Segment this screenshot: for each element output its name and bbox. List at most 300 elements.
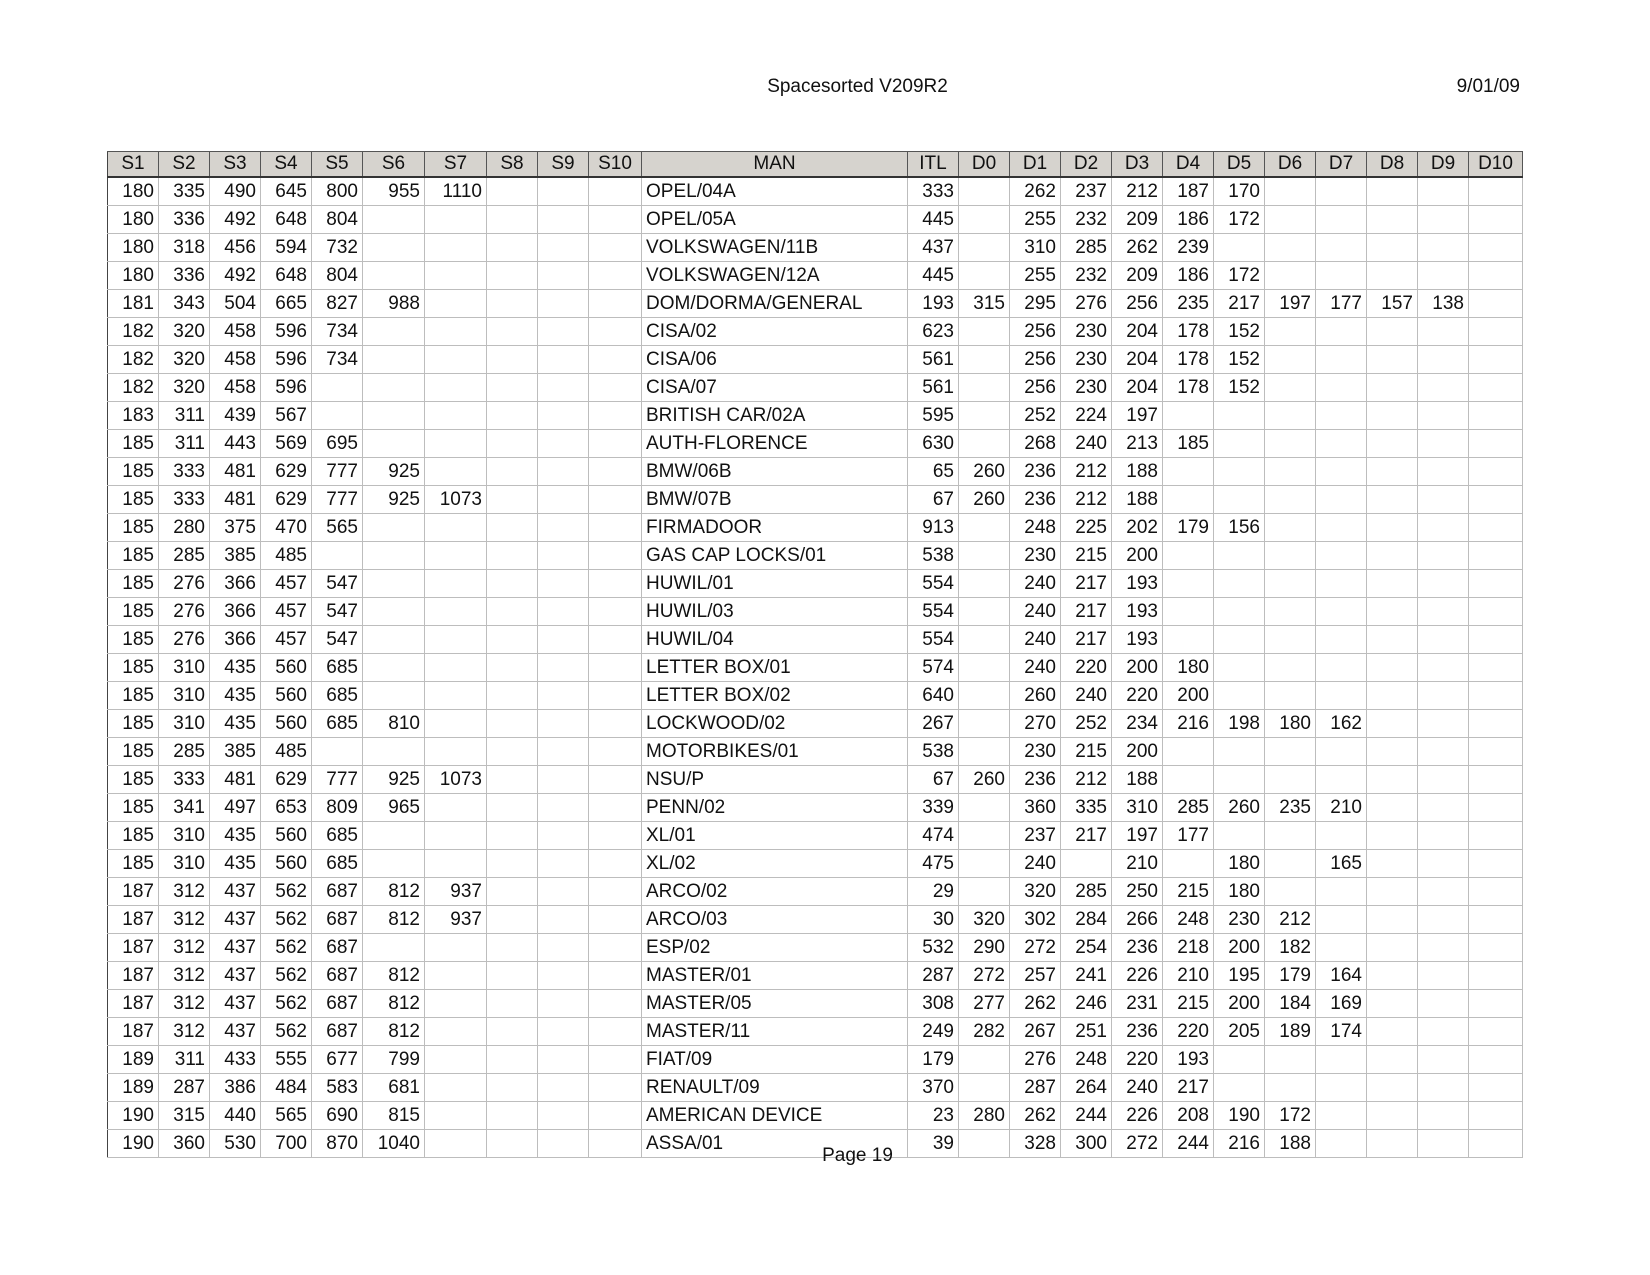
table-cell: 435	[210, 654, 261, 682]
table-cell: ARCO/03	[642, 906, 908, 934]
table-cell: 216	[1163, 710, 1214, 738]
table-row	[108, 290, 1523, 318]
table-cell	[959, 542, 1010, 570]
table-cell: 280	[959, 1102, 1010, 1130]
column-header-s5: S5	[312, 152, 363, 178]
table-cell: 256	[1112, 290, 1163, 318]
table-cell	[1214, 682, 1265, 710]
table-cell	[1316, 177, 1367, 206]
column-header-s3: S3	[210, 152, 261, 178]
table-cell: 437	[210, 934, 261, 962]
table-cell	[1214, 458, 1265, 486]
table-cell: 445	[908, 262, 959, 290]
table-cell	[425, 682, 487, 710]
table-cell	[1469, 262, 1523, 290]
table-cell: 187	[108, 990, 159, 1018]
table-cell: 433	[210, 1046, 261, 1074]
table-cell	[1469, 514, 1523, 542]
column-header-s1: S1	[108, 152, 159, 178]
table-row	[108, 177, 1523, 206]
table-cell	[538, 598, 589, 626]
table-cell: 435	[210, 822, 261, 850]
table-cell: 648	[261, 262, 312, 290]
spacing-table	[107, 151, 1523, 1158]
table-cell: 827	[312, 290, 363, 318]
table-cell: 458	[210, 318, 261, 346]
table-cell	[487, 710, 538, 738]
table-cell: 596	[261, 374, 312, 402]
table-cell: 457	[261, 570, 312, 598]
table-cell	[487, 766, 538, 794]
table-cell: 224	[1061, 402, 1112, 430]
table-cell	[363, 626, 425, 654]
table-row	[108, 654, 1523, 682]
table-cell: 685	[312, 850, 363, 878]
table-cell: 256	[1010, 374, 1061, 402]
table-cell: 343	[159, 290, 210, 318]
table-cell: 156	[1214, 514, 1265, 542]
table-cell: 240	[1112, 1074, 1163, 1102]
table-cell: 200	[1214, 990, 1265, 1018]
table-cell	[487, 514, 538, 542]
table-cell	[589, 486, 642, 514]
table-cell: 268	[1010, 430, 1061, 458]
table-cell: 287	[908, 962, 959, 990]
table-cell	[363, 822, 425, 850]
table-cell: 300	[1061, 1130, 1112, 1158]
table-cell: 187	[108, 962, 159, 990]
table-cell	[959, 234, 1010, 262]
table-cell	[1163, 850, 1214, 878]
table-cell	[1214, 654, 1265, 682]
table-cell: 435	[210, 850, 261, 878]
table-cell: 734	[312, 318, 363, 346]
table-cell: 386	[210, 1074, 261, 1102]
column-header-itl: ITL	[908, 152, 959, 178]
table-cell: 285	[159, 738, 210, 766]
table-cell: PENN/02	[642, 794, 908, 822]
table-cell	[487, 626, 538, 654]
table-cell	[425, 962, 487, 990]
table-cell	[425, 514, 487, 542]
table-cell	[1418, 262, 1469, 290]
table-cell: 200	[1163, 682, 1214, 710]
table-cell	[425, 598, 487, 626]
column-header-d8: D8	[1367, 152, 1418, 178]
table-cell	[1469, 934, 1523, 962]
table-cell: 530	[210, 1130, 261, 1158]
table-cell	[1418, 206, 1469, 234]
table-cell	[1418, 570, 1469, 598]
table-cell	[1316, 1074, 1367, 1102]
table-cell: 437	[210, 962, 261, 990]
table-cell: 185	[108, 598, 159, 626]
table-cell	[1316, 598, 1367, 626]
table-cell	[589, 766, 642, 794]
table-cell	[1367, 206, 1418, 234]
table-cell: 318	[159, 234, 210, 262]
table-cell	[959, 570, 1010, 598]
table-cell	[1469, 766, 1523, 794]
table-cell	[589, 1046, 642, 1074]
table-cell: 276	[159, 626, 210, 654]
table-cell	[1316, 766, 1367, 794]
table-cell: 244	[1163, 1130, 1214, 1158]
table-cell	[589, 542, 642, 570]
table-cell	[589, 682, 642, 710]
table-cell	[487, 1102, 538, 1130]
table-cell: 248	[1061, 1046, 1112, 1074]
table-cell	[1418, 738, 1469, 766]
table-cell	[425, 990, 487, 1018]
table-cell: 177	[1163, 822, 1214, 850]
table-cell	[487, 962, 538, 990]
table-cell: OPEL/05A	[642, 206, 908, 234]
table-cell: 267	[908, 710, 959, 738]
table-cell	[1367, 934, 1418, 962]
table-cell	[363, 598, 425, 626]
table-cell	[1418, 850, 1469, 878]
table-cell: 185	[108, 626, 159, 654]
table-cell	[1418, 962, 1469, 990]
table-cell: 988	[363, 290, 425, 318]
table-cell: 178	[1163, 346, 1214, 374]
table-cell: 812	[363, 962, 425, 990]
table-row	[108, 766, 1523, 794]
table-cell: 185	[108, 766, 159, 794]
table-cell	[1163, 570, 1214, 598]
table-cell: 185	[108, 710, 159, 738]
table-cell: 812	[363, 990, 425, 1018]
table-cell: 185	[108, 822, 159, 850]
table-cell	[1469, 570, 1523, 598]
table-cell	[959, 206, 1010, 234]
table-cell	[589, 262, 642, 290]
table-cell: 262	[1010, 1102, 1061, 1130]
table-cell	[1316, 738, 1367, 766]
table-cell: 240	[1010, 850, 1061, 878]
table-cell	[487, 598, 538, 626]
table-cell: 172	[1265, 1102, 1316, 1130]
table-cell	[959, 822, 1010, 850]
table-cell	[1469, 1018, 1523, 1046]
table-cell: 180	[1214, 878, 1265, 906]
table-cell	[959, 654, 1010, 682]
table-cell: 157	[1367, 290, 1418, 318]
table-cell: 185	[108, 738, 159, 766]
table-cell	[589, 234, 642, 262]
table-cell: 182	[1265, 934, 1316, 962]
table-row	[108, 850, 1523, 878]
table-cell: 237	[1061, 177, 1112, 206]
table-cell: 212	[1112, 177, 1163, 206]
table-cell: 200	[1112, 738, 1163, 766]
table-cell: XL/02	[642, 850, 908, 878]
table-cell: 184	[1265, 990, 1316, 1018]
table-cell: 470	[261, 514, 312, 542]
table-cell	[589, 962, 642, 990]
table-cell: 732	[312, 234, 363, 262]
table-cell: 30	[908, 906, 959, 934]
table-cell: 310	[1010, 234, 1061, 262]
table-cell	[959, 850, 1010, 878]
table-cell	[589, 850, 642, 878]
table-cell: RENAULT/09	[642, 1074, 908, 1102]
table-cell: 185	[1163, 430, 1214, 458]
table-cell: 1073	[425, 486, 487, 514]
table-cell: 190	[1214, 1102, 1265, 1130]
table-cell: 445	[908, 206, 959, 234]
table-cell	[487, 346, 538, 374]
table-cell: 287	[159, 1074, 210, 1102]
table-cell: DOM/DORMA/GENERAL	[642, 290, 908, 318]
table-cell	[1214, 1074, 1265, 1102]
table-cell	[1418, 654, 1469, 682]
table-cell: BMW/06B	[642, 458, 908, 486]
table-cell: 180	[108, 234, 159, 262]
table-cell: 287	[1010, 1074, 1061, 1102]
table-cell	[425, 822, 487, 850]
table-cell: 152	[1214, 318, 1265, 346]
table-cell: 629	[261, 766, 312, 794]
table-cell: 197	[1265, 290, 1316, 318]
table-cell: 538	[908, 738, 959, 766]
table-cell: 246	[1061, 990, 1112, 1018]
table-cell: 443	[210, 430, 261, 458]
table-cell: 437	[908, 234, 959, 262]
table-cell: 169	[1316, 990, 1367, 1018]
table-cell: 177	[1316, 290, 1367, 318]
table-cell	[1367, 1102, 1418, 1130]
table-cell	[312, 738, 363, 766]
table-cell: 734	[312, 346, 363, 374]
table-row	[108, 990, 1523, 1018]
table-cell: 235	[1265, 794, 1316, 822]
table-cell: 648	[261, 206, 312, 234]
table-cell	[589, 822, 642, 850]
table-cell	[1265, 822, 1316, 850]
table-cell: VOLKSWAGEN/11B	[642, 234, 908, 262]
column-header-s6: S6	[363, 152, 425, 178]
table-cell: CISA/02	[642, 318, 908, 346]
table-row	[108, 542, 1523, 570]
column-header-d3: D3	[1112, 152, 1163, 178]
column-header-s9: S9	[538, 152, 589, 178]
table-cell	[1469, 794, 1523, 822]
table-cell: 190	[108, 1130, 159, 1158]
table-cell	[1367, 654, 1418, 682]
table-cell: 255	[1010, 262, 1061, 290]
table-cell: OPEL/04A	[642, 177, 908, 206]
table-cell: GAS CAP LOCKS/01	[642, 542, 908, 570]
table-cell: 254	[1061, 934, 1112, 962]
table-cell: 189	[108, 1074, 159, 1102]
table-cell	[1469, 346, 1523, 374]
table-cell	[1367, 822, 1418, 850]
table-cell	[1265, 682, 1316, 710]
table-cell: 237	[1010, 822, 1061, 850]
table-cell	[959, 374, 1010, 402]
table-cell	[538, 514, 589, 542]
table-cell	[538, 234, 589, 262]
table-cell	[538, 542, 589, 570]
table-cell	[589, 346, 642, 374]
table-cell: MASTER/05	[642, 990, 908, 1018]
table-row	[108, 374, 1523, 402]
table-cell: 562	[261, 878, 312, 906]
table-cell	[1214, 598, 1265, 626]
column-header-d1: D1	[1010, 152, 1061, 178]
table-cell: 474	[908, 822, 959, 850]
table-cell: 188	[1112, 458, 1163, 486]
table-cell: 239	[1163, 234, 1214, 262]
table-cell	[959, 346, 1010, 374]
table-cell: 565	[261, 1102, 312, 1130]
table-cell	[1367, 794, 1418, 822]
table-cell	[538, 794, 589, 822]
table-cell	[1265, 598, 1316, 626]
table-cell: 435	[210, 710, 261, 738]
table-cell: 182	[108, 346, 159, 374]
table-cell: 236	[1112, 1018, 1163, 1046]
table-cell: 241	[1061, 962, 1112, 990]
table-cell: 777	[312, 486, 363, 514]
table-cell	[487, 738, 538, 766]
table-cell	[1265, 626, 1316, 654]
table-row	[108, 402, 1523, 430]
table-cell	[425, 206, 487, 234]
table-cell: 195	[1214, 962, 1265, 990]
table-cell: 240	[1061, 430, 1112, 458]
table-cell	[1265, 318, 1316, 346]
table-cell: 164	[1316, 962, 1367, 990]
table-cell	[425, 458, 487, 486]
table-cell: 178	[1163, 318, 1214, 346]
table-cell: 596	[261, 346, 312, 374]
table-cell	[1214, 1046, 1265, 1074]
table-cell: 457	[261, 598, 312, 626]
table-cell: 179	[1265, 962, 1316, 990]
table-cell	[959, 878, 1010, 906]
table-cell: 215	[1061, 542, 1112, 570]
table-row	[108, 318, 1523, 346]
table-cell: 200	[1112, 654, 1163, 682]
table-cell: 272	[959, 962, 1010, 990]
table-cell: 209	[1112, 206, 1163, 234]
table-cell: 217	[1061, 570, 1112, 598]
table-cell: 481	[210, 458, 261, 486]
table-header-row	[108, 152, 1523, 178]
table-cell: 458	[210, 346, 261, 374]
table-cell	[1469, 234, 1523, 262]
table-cell	[487, 794, 538, 822]
table-cell	[538, 430, 589, 458]
table-cell	[1316, 542, 1367, 570]
table-cell: 555	[261, 1046, 312, 1074]
table-cell: 179	[1163, 514, 1214, 542]
table-cell	[425, 794, 487, 822]
table-cell: 236	[1010, 486, 1061, 514]
table-cell: 217	[1214, 290, 1265, 318]
table-cell	[589, 402, 642, 430]
table-cell: 812	[363, 906, 425, 934]
table-cell: 366	[210, 570, 261, 598]
table-cell	[1469, 682, 1523, 710]
table-cell	[589, 1102, 642, 1130]
table-cell: 341	[159, 794, 210, 822]
table-cell: 213	[1112, 430, 1163, 458]
table-cell: 188	[1112, 766, 1163, 794]
table-cell: FIAT/09	[642, 1046, 908, 1074]
table-cell: 182	[108, 318, 159, 346]
table-cell: 185	[108, 430, 159, 458]
table-cell	[538, 850, 589, 878]
table-cell: 190	[108, 1102, 159, 1130]
table-cell	[312, 542, 363, 570]
table-cell	[959, 1046, 1010, 1074]
table-cell: 187	[1163, 177, 1214, 206]
table-cell	[1469, 1046, 1523, 1074]
table-cell	[1469, 1102, 1523, 1130]
table-cell: 215	[1061, 738, 1112, 766]
table-row	[108, 458, 1523, 486]
table-row	[108, 822, 1523, 850]
table-cell: 220	[1163, 1018, 1214, 1046]
table-cell: 547	[312, 598, 363, 626]
table-cell	[538, 710, 589, 738]
table-cell: 560	[261, 682, 312, 710]
table-cell	[959, 177, 1010, 206]
table-cell	[1316, 402, 1367, 430]
table-cell: 310	[159, 682, 210, 710]
table-cell: AMERICAN DEVICE	[642, 1102, 908, 1130]
table-cell: 248	[1163, 906, 1214, 934]
table-cell: 230	[1010, 542, 1061, 570]
table-cell: 777	[312, 458, 363, 486]
table-cell: 216	[1214, 1130, 1265, 1158]
table-cell	[1469, 962, 1523, 990]
table-cell: 812	[363, 1018, 425, 1046]
table-cell: 285	[1061, 234, 1112, 262]
table-cell: 248	[1010, 514, 1061, 542]
table-cell: 212	[1061, 766, 1112, 794]
table-cell: 335	[159, 177, 210, 206]
table-cell: 256	[1010, 318, 1061, 346]
table-cell: 252	[1010, 402, 1061, 430]
table-cell	[1418, 934, 1469, 962]
table-cell: 185	[108, 514, 159, 542]
table-cell	[1469, 598, 1523, 626]
table-cell	[487, 934, 538, 962]
table-cell: 236	[1112, 934, 1163, 962]
table-cell: 260	[959, 458, 1010, 486]
table-cell: 804	[312, 262, 363, 290]
table-cell	[1316, 430, 1367, 458]
table-cell	[1316, 206, 1367, 234]
table-cell: 240	[1061, 682, 1112, 710]
table-row	[108, 710, 1523, 738]
table-cell: MOTORBIKES/01	[642, 738, 908, 766]
page-number: Page 19	[822, 1145, 893, 1166]
table-cell	[1367, 262, 1418, 290]
table-cell: 333	[908, 177, 959, 206]
table-cell: LOCKWOOD/02	[642, 710, 908, 738]
table-cell: 234	[1112, 710, 1163, 738]
table-cell	[487, 234, 538, 262]
table-cell: 360	[159, 1130, 210, 1158]
table-cell: 220	[1112, 682, 1163, 710]
table-cell: 193	[908, 290, 959, 318]
